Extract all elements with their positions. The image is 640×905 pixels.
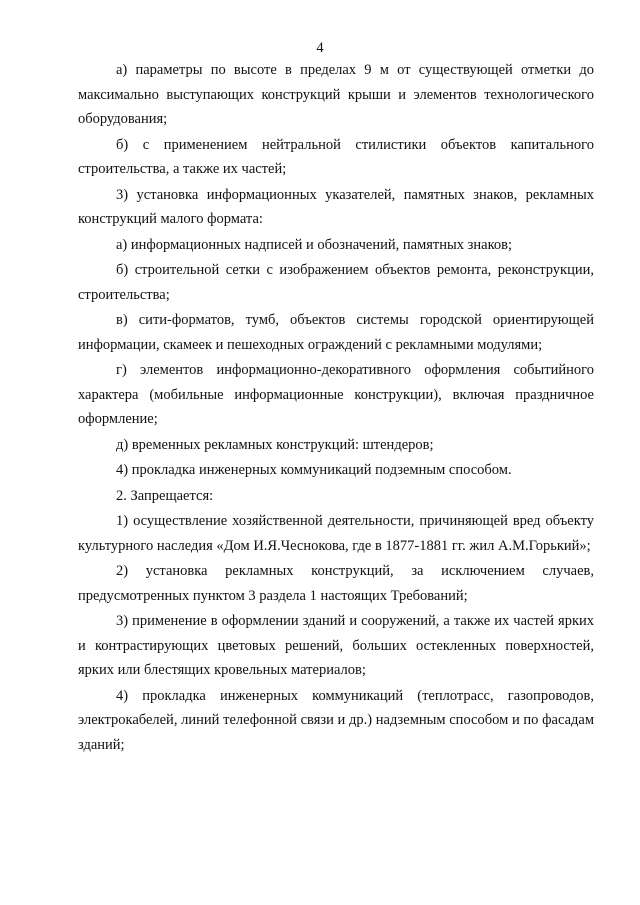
paragraph-info-inscriptions: а) информационных надписей и обозначений, памятных знаков;: [116, 236, 513, 253]
paragraph-city-formats: в) сити-форматов, тумб, объектов системы городской ориентирующей информации, скамеек и пешеходных ограждений с рекламными модулями;: [78, 312, 594, 353]
page-number: 4: [316, 40, 324, 56]
paragraph-event-decor: г) элементов информационно-декоративного оформления событийного характера (мобильные информационные конструкции), включая праздничное оформление;: [78, 362, 594, 427]
paragraph-overground-utilities: 4) прокладка инженерных коммуникаций (теплотрасс, газопроводов, электрокабелей, линий телефонной связи и др.) надземным способом и по фасадам зданий;: [78, 687, 594, 753]
paragraph-underground-utilities: 4) прокладка инженерных коммуникаций подземным способом.: [116, 462, 512, 478]
paragraph-bright-colors: 3) применение в оформлении зданий и сооружений, а также их частей ярких и контрастирующих цветовых решений, больших остекленных поверхностей, ярких или блестящих кровельных материалов;: [78, 613, 594, 678]
paragraph-temporary-ads: д) временных рекламных конструкций: штендеров;: [116, 436, 434, 453]
paragraph-neutral-style: б) с применением нейтральной стилистики объектов капитального строительства, а также их частей;: [78, 136, 594, 177]
paragraph-construction-mesh: б) строительной сетки с изображением объектов ремонта, реконструкции, строительства;: [78, 262, 594, 303]
paragraph-height-limits: а) параметры по высоте в пределах 9 м от существующей отметки до максимально выступающих конструкций крыши и элементов технологического оборудования;: [78, 62, 594, 127]
document-body: [78, 58, 594, 758]
paragraph-signs-installation: 3) установка информационных указателей, памятных знаков, рекламных конструкций малого формата:: [78, 186, 594, 227]
paragraph-prohibited-heading: 2. Запрещается:: [116, 487, 214, 504]
paragraph-harmful-activity: 1) осуществление хозяйственной деятельности, причиняющей вред объекту культурного наследия «Дом И.Я.Чеснокова, где в 1877-1881 гг. жил А.М.Горький»;: [78, 513, 594, 554]
paragraph-ad-structures: 2) установка рекламных конструкций, за исключением случаев, предусмотренных пунктом 3 раздела 1 настоящих Требований;: [78, 563, 594, 604]
